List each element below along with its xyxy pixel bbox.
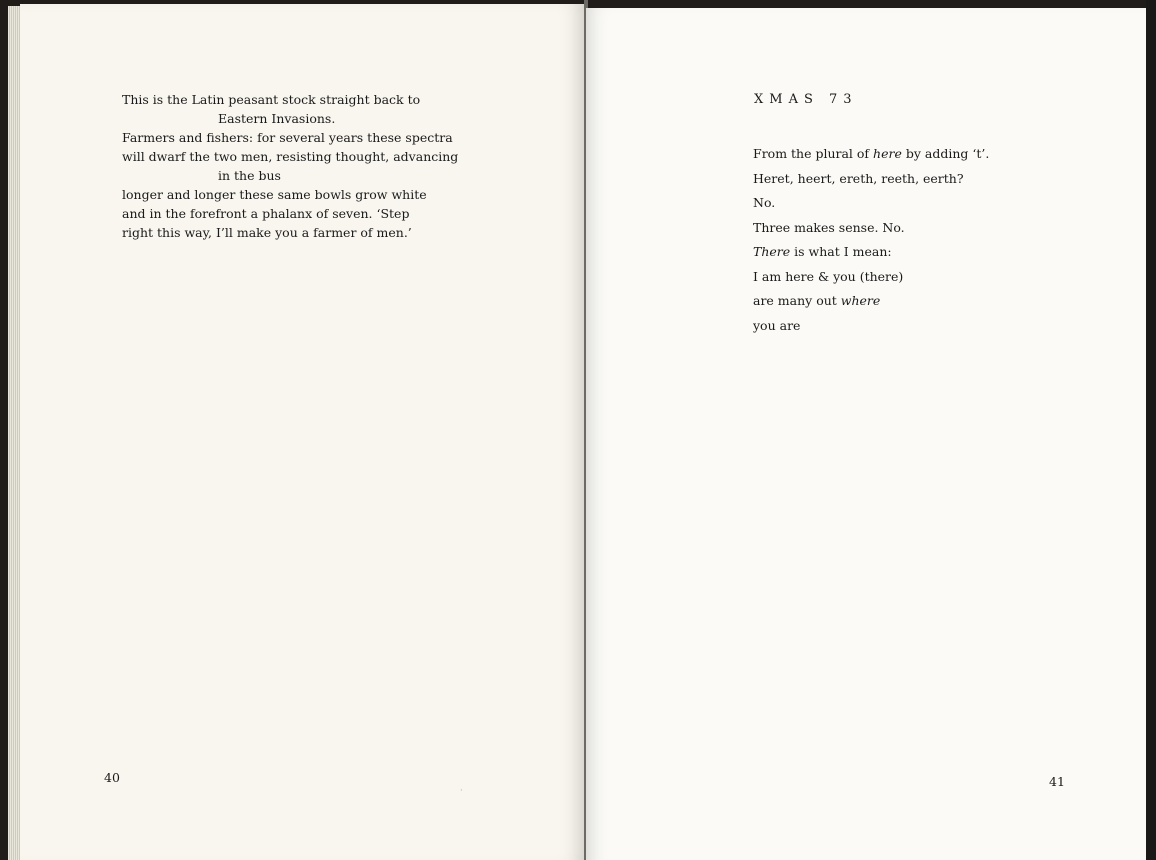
poem-line: Three makes sense. No. (753, 219, 905, 235)
left-page (20, 4, 586, 860)
line-text-italic: here (873, 146, 902, 161)
line-text: are many out (753, 293, 841, 308)
poem-line (753, 289, 989, 314)
line-text-italic: There (753, 244, 791, 259)
drop-letter: F (753, 146, 762, 161)
poem-line: Farmers and fishers: for several years these spectra (122, 130, 453, 145)
line-text: by adding ‘t’. (901, 146, 990, 161)
poem-line: Heret, heert, ereth, reeth, eerth? (753, 170, 964, 186)
poem-line: right this way, I’ll make you a farmer of men.’ (122, 225, 412, 240)
line-text: is what I mean: (790, 244, 892, 259)
poem-line: you are (753, 317, 801, 333)
poem-line (753, 240, 989, 265)
book-cover-edge (1146, 0, 1156, 860)
poem-line: This is the Latin peasant stock straight back to (122, 92, 421, 107)
poem-line: will dwarf the two men, resisting thought, advancing (122, 149, 459, 164)
poem-line: longer and longer these same bowls grow white (122, 187, 427, 202)
poem-line: No. (753, 195, 776, 210)
page-number-right: 41 (1049, 774, 1065, 789)
poem-title: XMAS 73 (754, 92, 858, 107)
right-poem (753, 142, 989, 338)
poem-line (753, 142, 989, 167)
poem-line: Eastern Invasions. (218, 111, 336, 126)
paper-speck: · (460, 786, 463, 796)
right-page (586, 8, 1146, 860)
poem-line: in the bus (218, 168, 281, 183)
line-text: rom the plural of (761, 146, 874, 161)
poem-line: I am here & you (there) (753, 268, 904, 284)
line-text-italic: where (840, 293, 881, 308)
page-number-left: 40 (104, 770, 120, 785)
left-poem (122, 90, 458, 242)
poem-line: and in the forefront a phalanx of seven. ‘Step (122, 206, 410, 221)
